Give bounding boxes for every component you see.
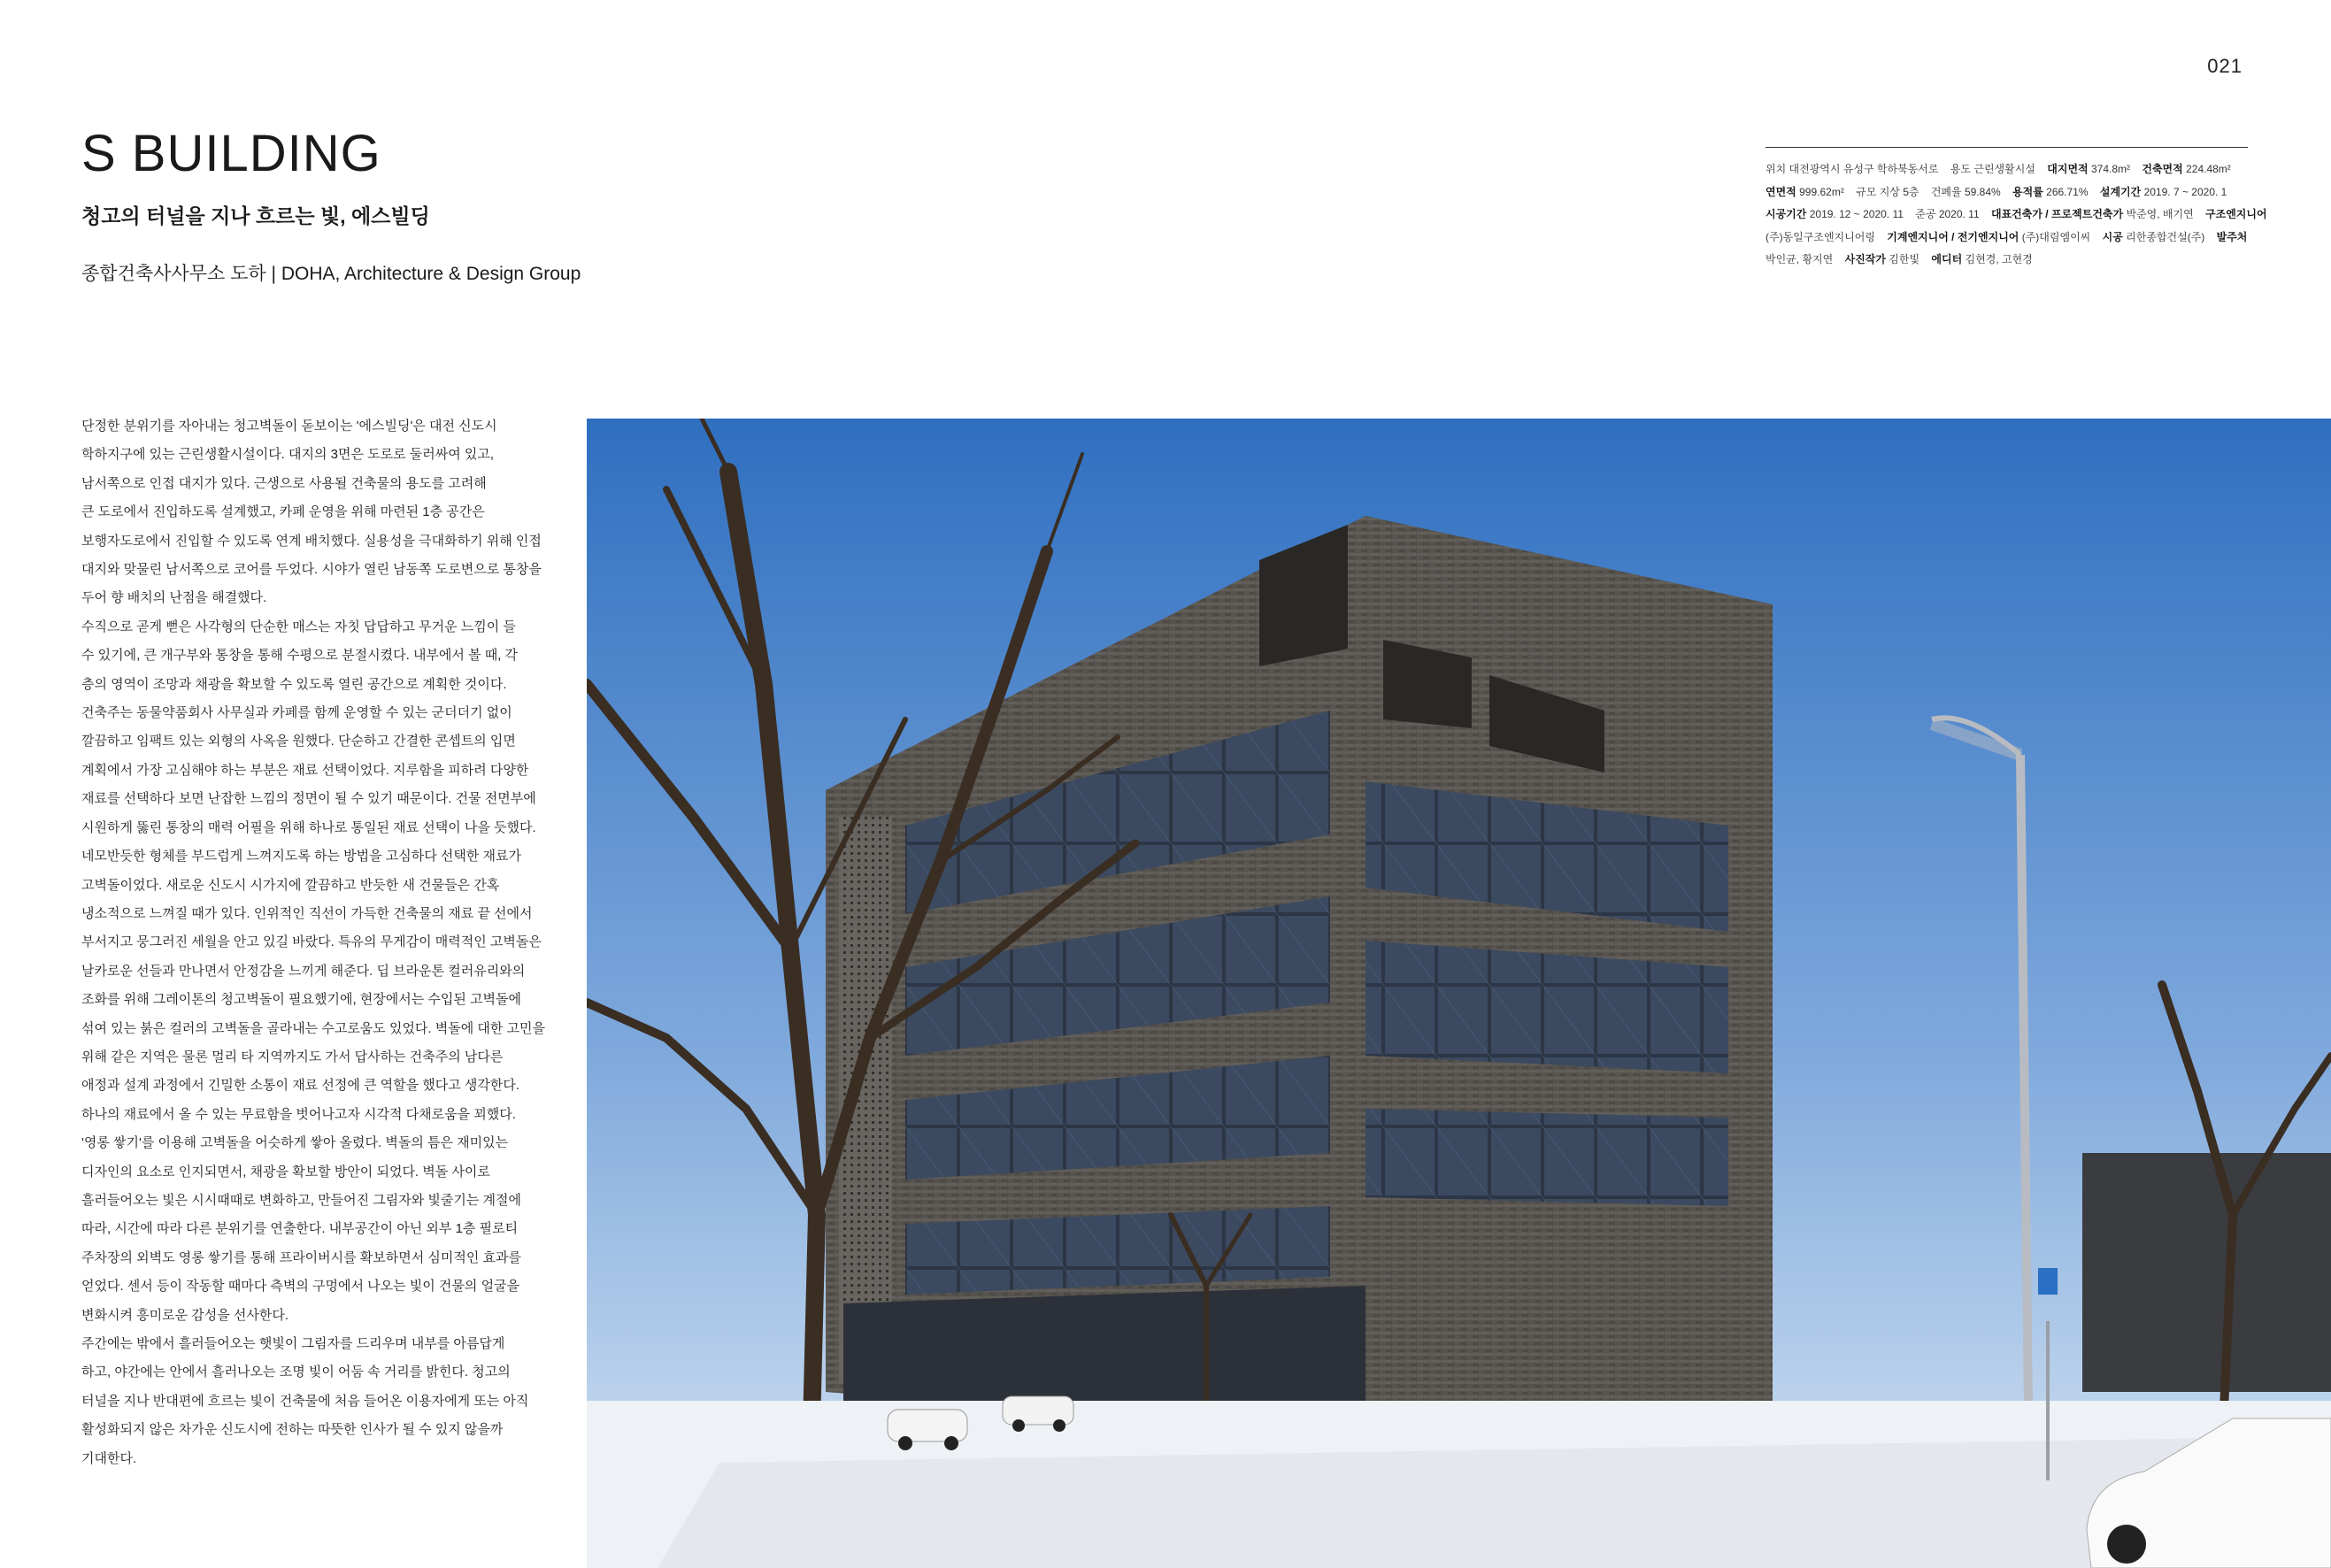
body-line: 깔끔하고 임팩트 있는 외형의 사옥을 원했다. 단순하고 간결한 콘셉트의 입면 (81, 734, 516, 749)
body-line: 하고, 야간에는 안에서 흘러나오는 조명 빛이 어둠 속 거리를 밝힌다. 청고의 (81, 1364, 511, 1380)
info-label: 대지면적 (2047, 163, 2089, 175)
info-label: 설계기간 (2099, 185, 2142, 198)
info-label: 구조엔지니어 (2205, 208, 2267, 220)
article-title: S BUILDING (81, 125, 381, 182)
body-line: 날카로운 선들과 만나면서 안정감을 느끼게 해준다. 딥 브라운톤 컬러유리와의 (81, 963, 526, 979)
info-value: 999.62m² (1799, 185, 1844, 198)
body-line: 따라, 시간에 따라 다른 분위기를 연출한다. 내부공간이 아닌 외부 1층 필로티 (81, 1221, 519, 1237)
info-value: 대전광역시 유성구 학하북동서로 (1789, 163, 1939, 175)
info-label: 규모 (1856, 185, 1877, 198)
body-line: 터널을 지나 반대편에 흐르는 빛이 건축물에 처음 들어온 이용자에게 또는 아직 (81, 1393, 529, 1409)
body-line: 큰 도로에서 진입하도록 설계했고, 카페 운영을 위해 마련된 1층 공간은 (81, 504, 485, 520)
body-line: 학하지구에 있는 근린생활시설이다. 대지의 3면은 도로로 둘러싸여 있고, (81, 447, 495, 463)
info-label: 건폐율 (1930, 185, 1962, 198)
info-value: 2019. 12 ~ 2020. 11 (1809, 208, 1904, 220)
info-label: 용도 (1950, 163, 1972, 175)
neighbor-building-right (2082, 1153, 2331, 1392)
body-line: 단정한 분위기를 자아내는 청고벽돌이 돋보이는 '에스빌딩'은 대전 신도시 (81, 419, 497, 434)
body-line: 두어 향 배치의 난점을 해결했다. (81, 590, 267, 606)
project-info-line (1766, 227, 2248, 250)
info-label: 기계엔지니어 / 전기엔지니어 (1887, 230, 2019, 243)
body-line: 보행자도로에서 진입할 수 있도록 연계 배치했다. 실용성을 극대화하기 위해 인접 (81, 533, 542, 549)
info-value: (주)대림엠이씨 (2021, 230, 2091, 243)
body-line: 위해 같은 지역은 물론 멀리 타 지역까지도 가서 답사하는 건축주의 남다른 (81, 1049, 504, 1065)
project-info (1766, 147, 2267, 272)
body-paragraph (81, 1330, 566, 1473)
info-value: 박준영, 배기연 (2126, 208, 2194, 220)
body-line: 애정과 설계 과정에서 긴밀한 소통이 재료 선정에 큰 역할을 했다고 생각한다. (81, 1078, 520, 1094)
info-value: 2020. 11 (1938, 208, 1980, 220)
info-value: 59.84% (1964, 185, 2001, 198)
info-value: 근린생활시설 (1973, 163, 2035, 175)
body-line: 부서지고 뭉그러진 세월을 안고 있길 바랐다. 특유의 무게감이 매력적인 고벽돌은 (81, 934, 542, 950)
info-value: 224.48m² (2186, 163, 2231, 175)
info-value: 266.71% (2046, 185, 2089, 198)
info-value: 박인균, 황지연 (1766, 253, 1834, 265)
info-value: 지상 5층 (1879, 185, 1919, 198)
body-line: 주차장의 외벽도 영롱 쌓기를 통해 프라이버시를 확보하면서 심미적인 효과를 (81, 1249, 522, 1265)
body-line: 건축주는 동물약품회사 사무실과 카페를 함께 운영할 수 있는 군더더기 없이 (81, 705, 512, 721)
article-body (81, 412, 566, 1473)
info-value: 374.8m² (2091, 163, 2131, 175)
project-info-line (1766, 204, 2267, 227)
info-value: 김현경, 고현경 (1965, 253, 2033, 265)
info-label: 발주처 (2216, 230, 2248, 243)
body-line: 하나의 재료에서 올 수 있는 무료함을 벗어나고자 시각적 다채로움을 꾀했다. (81, 1106, 516, 1122)
body-line: 재료를 선택하다 보면 난잡한 느낌의 정면이 될 수 있기 때문이다. 건물 전면부에 (81, 791, 536, 807)
project-info-line (1766, 181, 2248, 204)
project-info-line (1766, 158, 2248, 181)
body-line: 대지와 맞물린 남서쪽으로 코어를 두었다. 시야가 열린 남동쪽 도로변으로 통창을 (81, 562, 542, 578)
project-info-line (1766, 249, 2248, 272)
body-line: 네모반듯한 형체를 부드럽게 느껴지도록 하는 방법을 고심하다 선택한 재료가 (81, 849, 522, 865)
body-line: '영롱 쌓기'를 이용해 고벽돌을 어슷하게 쌓아 올렸다. 벽돌의 틈은 재미있는 (81, 1135, 509, 1151)
body-line: 계획에서 가장 고심해야 하는 부분은 재료 선택이었다. 지루함을 피하려 다양한 (81, 762, 529, 778)
body-line: 조화를 위해 그레이톤의 청고벽돌이 필요했기에, 현장에서는 수입된 고벽돌에 (81, 992, 522, 1008)
body-paragraph (81, 1101, 566, 1330)
building-photo (587, 419, 2331, 1568)
info-value: 리한종합건설(주) (2126, 230, 2205, 243)
article-subtitle: 청고의 터널을 지나 흐르는 빛, 에스빌딩 (81, 204, 430, 227)
body-line: 변화시켜 흥미로운 감성을 선사한다. (81, 1307, 289, 1323)
body-paragraph (81, 412, 566, 613)
architect-credit: 종합건축사사무소 도하 | DOHA, Architecture & Design Group (81, 264, 581, 284)
body-paragraph (81, 699, 566, 1101)
body-line: 활성화되지 않은 차가운 신도시에 전하는 따뜻한 인사가 될 수 있지 않을까 (81, 1422, 504, 1438)
body-line: 층의 영역이 조망과 채광을 확보할 수 있도록 열린 공간으로 계획한 것이다. (81, 676, 507, 692)
info-label: 용적률 (2012, 185, 2043, 198)
body-line: 얻었다. 센서 등이 작동할 때마다 측벽의 구멍에서 나오는 빛이 건물의 얼굴을 (81, 1279, 520, 1295)
body-line: 고벽돌이었다. 새로운 신도시 시가지에 깔끔하고 반듯한 새 건물들은 간혹 (81, 877, 500, 893)
body-line: 냉소적으로 느껴질 때가 있다. 인위적인 직선이 가득한 건축물의 재료 끝 선에서 (81, 905, 533, 921)
info-label: 준공 (1915, 208, 1936, 220)
page-number: 021 (2207, 55, 2243, 77)
body-line: 흘러들어오는 빛은 시시때때로 변화하고, 만들어진 그림자와 빛줄기는 계절에 (81, 1192, 522, 1208)
info-label: 위치 (1766, 163, 1787, 175)
body-line: 주간에는 밖에서 흘러들어오는 햇빛이 그림자를 드리우며 내부를 아름답게 (81, 1336, 505, 1351)
body-line: 섞여 있는 붉은 컬러의 고벽돌을 골라내는 수고로움도 있었다. 벽돌에 대한 고민을 (81, 1020, 546, 1036)
info-value: 김한빛 (1889, 253, 1920, 265)
info-label: 사진작가 (1844, 253, 1886, 265)
body-paragraph (81, 613, 566, 699)
body-line: 수 있기에, 큰 개구부와 통창을 통해 수평으로 분절시켰다. 내부에서 볼 때, 각 (81, 648, 519, 664)
info-label: 시공 (2102, 230, 2123, 243)
info-label: 대표건축가 / 프로젝트건축가 (1990, 208, 2124, 220)
body-line: 디자인의 요소로 인지되면서, 채광을 확보할 방안이 되었다. 벽돌 사이로 (81, 1164, 490, 1180)
info-label: 건축면적 (2142, 163, 2183, 175)
info-value: (주)동일구조엔지니어링 (1766, 230, 1875, 243)
info-label: 에디터 (1931, 253, 1963, 265)
body-line: 시원하게 뚫린 통창의 매력 어필을 위해 하나로 통일된 재료 선택이 나을 듯했다. (81, 819, 536, 835)
body-line: 기대한다. (81, 1450, 137, 1466)
body-line: 남서쪽으로 인접 대지가 있다. 근생으로 사용될 건축물의 용도를 고려해 (81, 475, 487, 491)
info-label: 시공기간 (1766, 208, 1807, 220)
body-line: 수직으로 곧게 뻗은 사각형의 단순한 매스는 자칫 답답하고 무거운 느낌이 들 (81, 619, 516, 634)
info-label: 연면적 (1766, 185, 1796, 198)
info-value: 2019. 7 ~ 2020. 1 (2143, 185, 2227, 198)
